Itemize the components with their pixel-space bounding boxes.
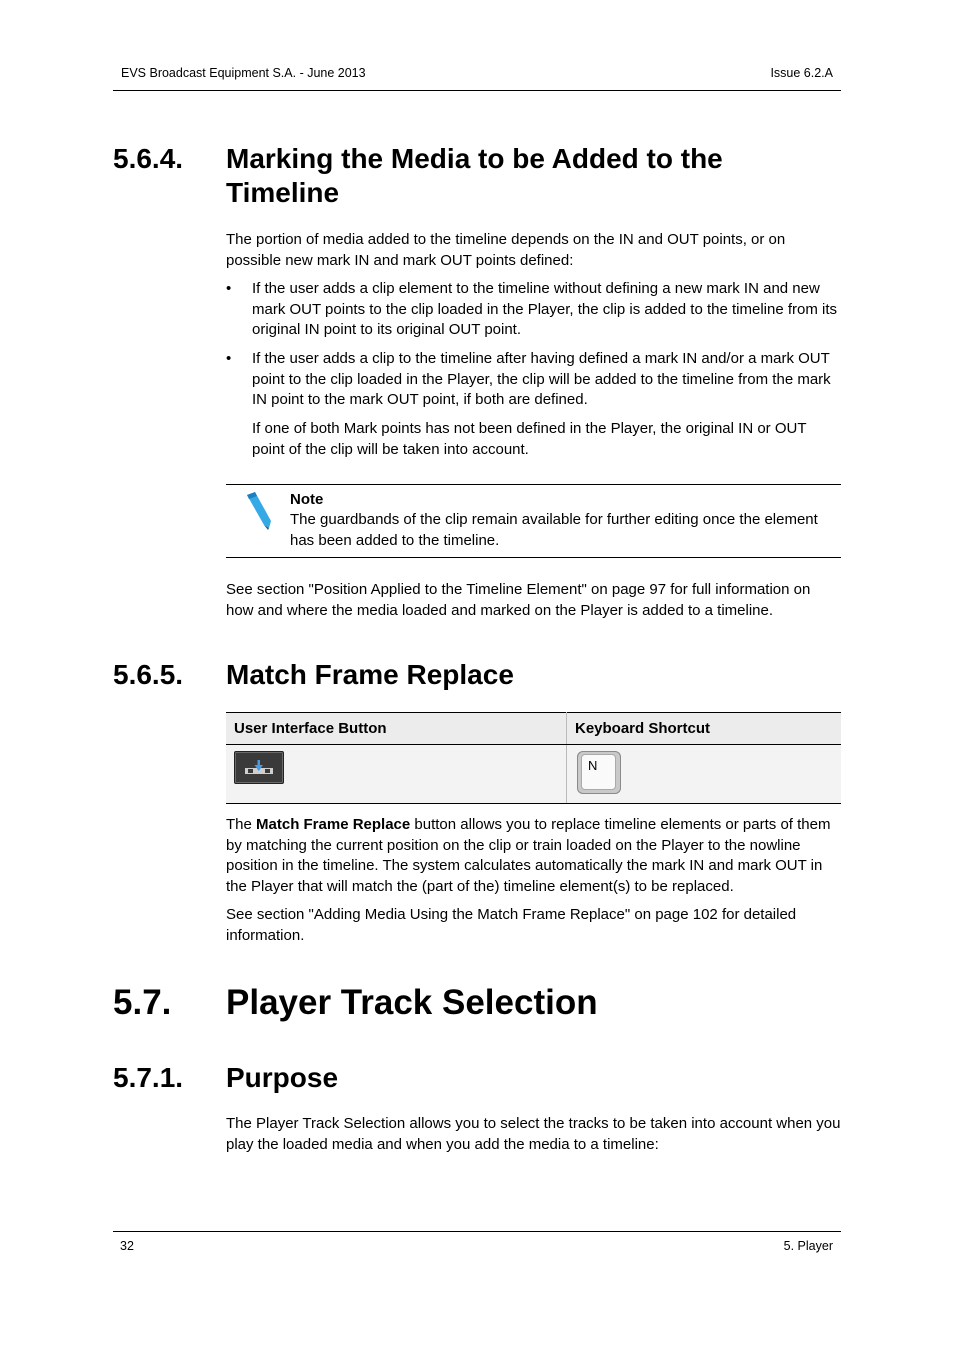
header-left: EVS Broadcast Equipment S.A. - June 2013	[121, 66, 366, 80]
header-right: Issue 6.2.A	[770, 66, 833, 80]
shortcut-table	[226, 712, 841, 804]
match-frame-replace-icon	[235, 752, 283, 783]
heading-title	[226, 142, 826, 210]
see-also-paragraph: See section "Adding Media Using the Match Frame Replace" on page 102 for detailed information.	[226, 906, 797, 944]
pen-icon	[244, 491, 274, 531]
heading-number: 5.7.	[113, 983, 172, 1022]
table-header-cell: Keyboard Shortcut	[567, 713, 842, 745]
table-header-row	[226, 713, 841, 745]
heading-title: Player Track Selection	[226, 983, 598, 1022]
heading-title: Purpose	[226, 1062, 339, 1093]
table-row	[226, 745, 841, 804]
bullet-text: If the user adds a clip element to the timeline without defining a new mark IN and new mark OUT points to the clip loaded in the Player, the clip is added to the timeline from its original IN point to its original OUT point.	[252, 280, 838, 338]
match-frame-replace-button[interactable]	[234, 751, 284, 784]
heading-number: 5.6.5.	[113, 659, 184, 690]
key-label: N	[588, 758, 598, 773]
bullet-text: If the user adds a clip to the timeline after having defined a mark IN and/or a mark OUT point to the clip loaded in the Player, the clip will be added to the timeline from the mark IN point to the mark OUT point, if both are defined.	[252, 350, 831, 408]
heading-title-line2: Timeline	[226, 177, 340, 208]
heading-number: 5.6.4.	[113, 143, 184, 174]
note-body: The guardbands of the clip remain available for further editing once the element has been added to the timeline.	[290, 511, 818, 549]
note-box	[226, 484, 841, 558]
description-paragraph	[226, 815, 841, 897]
table-cell	[567, 745, 842, 804]
intro-paragraph: The portion of media added to the timeline depends on the IN and OUT points, or on possible new mark IN and mark OUT points defined:	[226, 231, 786, 269]
page-header	[113, 66, 841, 91]
purpose-paragraph: The Player Track Selection allows you to select the tracks to be taken into account when you play the loaded media and when you add the media to a timeline:	[226, 1115, 841, 1153]
note-title: Note	[290, 491, 324, 508]
bullet-marker: •	[226, 350, 232, 367]
heading-number: 5.7.1.	[113, 1062, 184, 1093]
description-text: button allows you to replace timeline elements or parts of them by matching the current position on the clip or train loaded on the Player to the nowline position in the timeline. The system calculates automatically the mark IN and mark OUT in the Player that will match the (part of the) timeline element(s) to be replaced.	[226, 816, 831, 895]
heading-title-line1: Marking the Media to be Added to the	[226, 143, 723, 174]
description-bold: Match Frame Replace	[256, 816, 411, 833]
table-cell	[226, 745, 567, 804]
keyboard-key	[577, 751, 621, 794]
page-number: 32	[120, 1239, 134, 1253]
description-text: The	[226, 816, 257, 833]
bullet-marker: •	[226, 280, 232, 297]
bullet-continuation: If one of both Mark points has not been defined in the Player, the original IN or OUT point of the clip will be taken into account.	[252, 420, 807, 458]
key-face	[581, 754, 616, 790]
see-also-paragraph: See section "Position Applied to the Timeline Element" on page 97 for full information on how and where the media loaded and marked on the Player is added to a timeline.	[226, 581, 811, 619]
chapter-name: 5. Player	[783, 1239, 833, 1253]
table-header-cell: User Interface Button	[226, 713, 567, 745]
heading-title: Match Frame Replace	[226, 659, 514, 690]
page-footer	[113, 1231, 841, 1253]
